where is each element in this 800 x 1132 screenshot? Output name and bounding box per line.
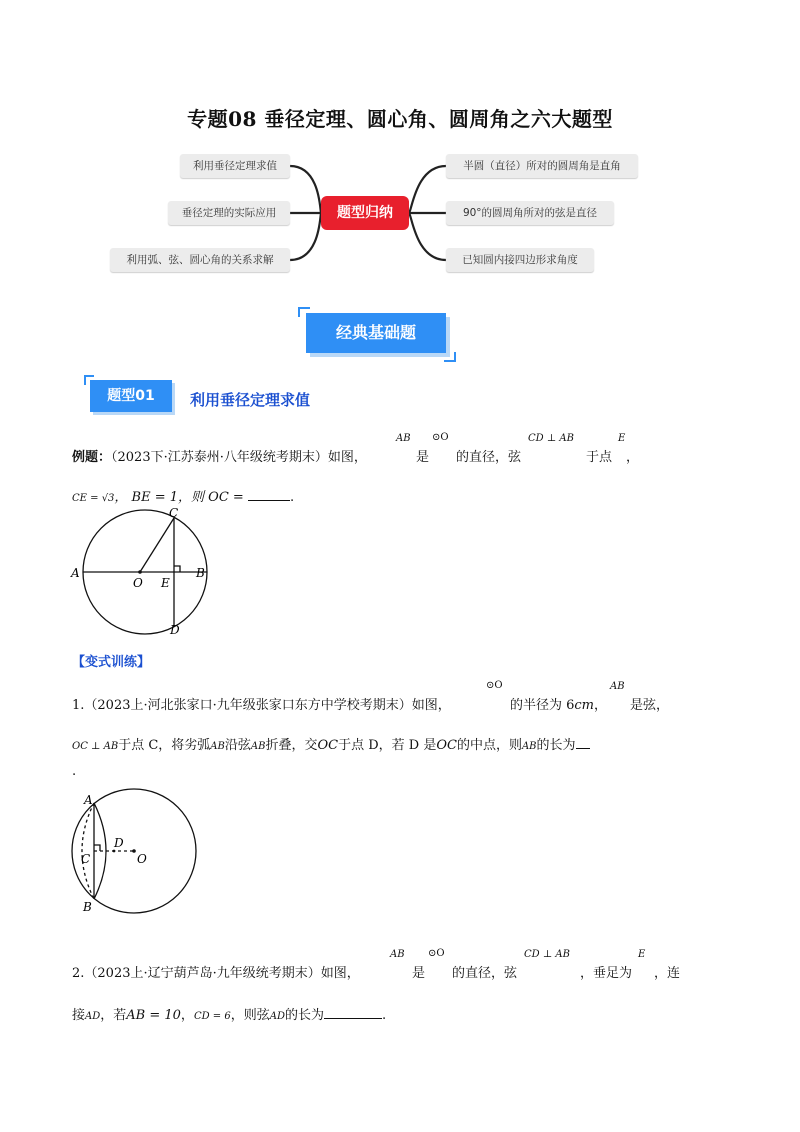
q1-radius-text: 的半径为 6 <box>510 698 575 713</box>
example-is: 是 <box>416 450 430 465</box>
label-e: E <box>161 576 170 590</box>
q2-text-a: 接 <box>72 1008 86 1023</box>
example-label: 例题： <box>72 450 112 465</box>
example-e: E <box>618 433 626 444</box>
q2-text-g: ，则弦 <box>230 1008 270 1023</box>
q1-unit: cm <box>574 698 595 713</box>
example-be: ， BE = 1 <box>114 490 179 505</box>
mindmap-center: 题型归纳 <box>321 196 409 230</box>
q2-period: . <box>382 1008 387 1023</box>
q2-text-i: 的长为 <box>284 1008 324 1023</box>
example-ab: AB <box>396 433 411 444</box>
example-diameter: 的直径，弦 <box>456 450 522 465</box>
q1-text-d: 沿弦 <box>224 738 251 753</box>
q1-arc-ab: AB <box>210 741 225 752</box>
example-period: . <box>289 490 295 505</box>
mindmap-left-1: 利用垂径定理求值 <box>180 154 290 178</box>
label-b: B <box>83 900 92 914</box>
label-b: B <box>196 566 205 580</box>
q1-ab: AB <box>610 681 625 692</box>
q1-radius <box>510 694 607 713</box>
q2-e: E <box>638 949 646 960</box>
minor-arc-dashed <box>82 803 94 899</box>
mindmap-left-3: 利用弧、弦、圆心角的关系求解 <box>110 248 290 272</box>
q2-diameter: 的直径，弦 <box>452 966 518 981</box>
label-o: O <box>137 852 147 866</box>
example-cd-perp-ab: CD ⊥ AB <box>528 433 575 444</box>
q1-is-chord: 是弦， <box>630 698 670 713</box>
mindmap-right-1: 半圆（直径）所对的圆周角是直角 <box>446 154 638 178</box>
q2-foot: ，垂足为 <box>580 966 633 981</box>
q1-answer-blank[interactable] <box>576 748 590 749</box>
example-ce: CE = √3 <box>72 493 115 504</box>
mindmap-right-3: 已知圆内接四边形求角度 <box>446 248 594 272</box>
example-source: （2023下·江苏泰州·八年级统考期末）如图， <box>111 450 367 465</box>
banner-corner-deco <box>444 352 456 362</box>
q2-ab: AB <box>390 949 405 960</box>
page-title: 专题08 垂径定理、圆心角、圆周角之六大题型 <box>187 107 613 131</box>
q2-ab-value: AB = 10 <box>126 1008 181 1023</box>
label-a: A <box>84 793 93 807</box>
q2-line-2 <box>72 1004 386 1023</box>
q1-text-j: 的中点，则 <box>456 738 522 753</box>
q2-text-c: ，若 <box>100 1008 127 1023</box>
label-a: A <box>71 566 80 580</box>
label-o: O <box>133 576 143 590</box>
q1-circle-o: ⊙O <box>486 680 503 691</box>
q2-is: 是 <box>412 966 426 981</box>
q2-text-e: ， <box>180 1008 194 1023</box>
q1-line-2 <box>72 734 590 753</box>
q2-ad: AD <box>85 1011 101 1022</box>
connector-left-1 <box>290 166 321 213</box>
q2-line-1 <box>72 962 360 981</box>
type-tag: 题型01 <box>90 380 172 412</box>
mindmap-left-2: 垂径定理的实际应用 <box>168 201 290 225</box>
label-c: C <box>169 508 179 520</box>
q2-number: 2. <box>72 966 85 981</box>
q2-cd-value: CD = 6 <box>193 1011 231 1022</box>
right-angle-mark <box>174 566 180 572</box>
example-circle-o: ⊙O <box>432 432 449 443</box>
q2-ad-2: AD <box>269 1011 285 1022</box>
point-o <box>138 570 142 574</box>
q1-ab-2: AB <box>521 741 537 752</box>
segment-oc <box>140 518 174 572</box>
q1-source: （2023上·河北张家口·九年级张家口东方中学校考期末）如图， <box>84 698 451 713</box>
label-d: D <box>114 836 124 850</box>
example-line-1 <box>72 446 367 465</box>
type-title: 利用垂径定理求值 <box>190 391 311 409</box>
q1-text-l: 的长为 <box>536 738 576 753</box>
example-comma: ， <box>626 450 640 465</box>
example-at-point: 于点 <box>586 450 613 465</box>
q1-oc: OC <box>317 738 339 753</box>
connector-left-3 <box>290 213 321 260</box>
example-answer-blank[interactable] <box>248 500 290 501</box>
q2-cd-perp-ab: CD ⊥ AB <box>524 949 571 960</box>
q1-oc-2: OC <box>436 738 457 753</box>
q2-connect: ，连 <box>654 966 681 981</box>
q2-answer-blank[interactable] <box>324 1018 382 1019</box>
point-d <box>113 850 116 853</box>
mindmap-right-2: 90°的圆周角所对的弦是直径 <box>446 201 614 225</box>
point-o <box>132 849 136 853</box>
q1-comma: ， <box>594 698 608 713</box>
connector-right-1 <box>409 166 446 213</box>
example-ask: ，则 OC = <box>178 490 244 505</box>
q1-figure <box>68 788 208 916</box>
q1-oc-perp-ab: OC ⊥ AB <box>72 741 119 752</box>
q1-text-b: 于点 C，将劣弧 <box>118 738 211 753</box>
right-angle-mark <box>94 845 100 851</box>
label-c: C <box>81 852 91 866</box>
q2-circle-o: ⊙O <box>428 948 445 959</box>
example-figure <box>65 508 225 636</box>
q1-line-1 <box>72 694 451 713</box>
q1-text-h: 于点 D，若 D 是 <box>338 738 437 753</box>
section-heading: 【变式训练】 <box>72 655 151 670</box>
connector-right-3 <box>409 213 446 260</box>
q2-source: （2023上·辽宁葫芦岛·九年级统考期末）如图， <box>84 966 360 981</box>
label-d: D <box>170 623 180 636</box>
section-banner: 经典基础题 <box>306 313 446 353</box>
q1-text-f: 折叠，交 <box>265 738 318 753</box>
example-line-2 <box>72 486 294 505</box>
q1-period: . <box>72 764 77 779</box>
q1-chord-ab: AB <box>250 741 266 752</box>
q1-number: 1. <box>72 698 85 713</box>
